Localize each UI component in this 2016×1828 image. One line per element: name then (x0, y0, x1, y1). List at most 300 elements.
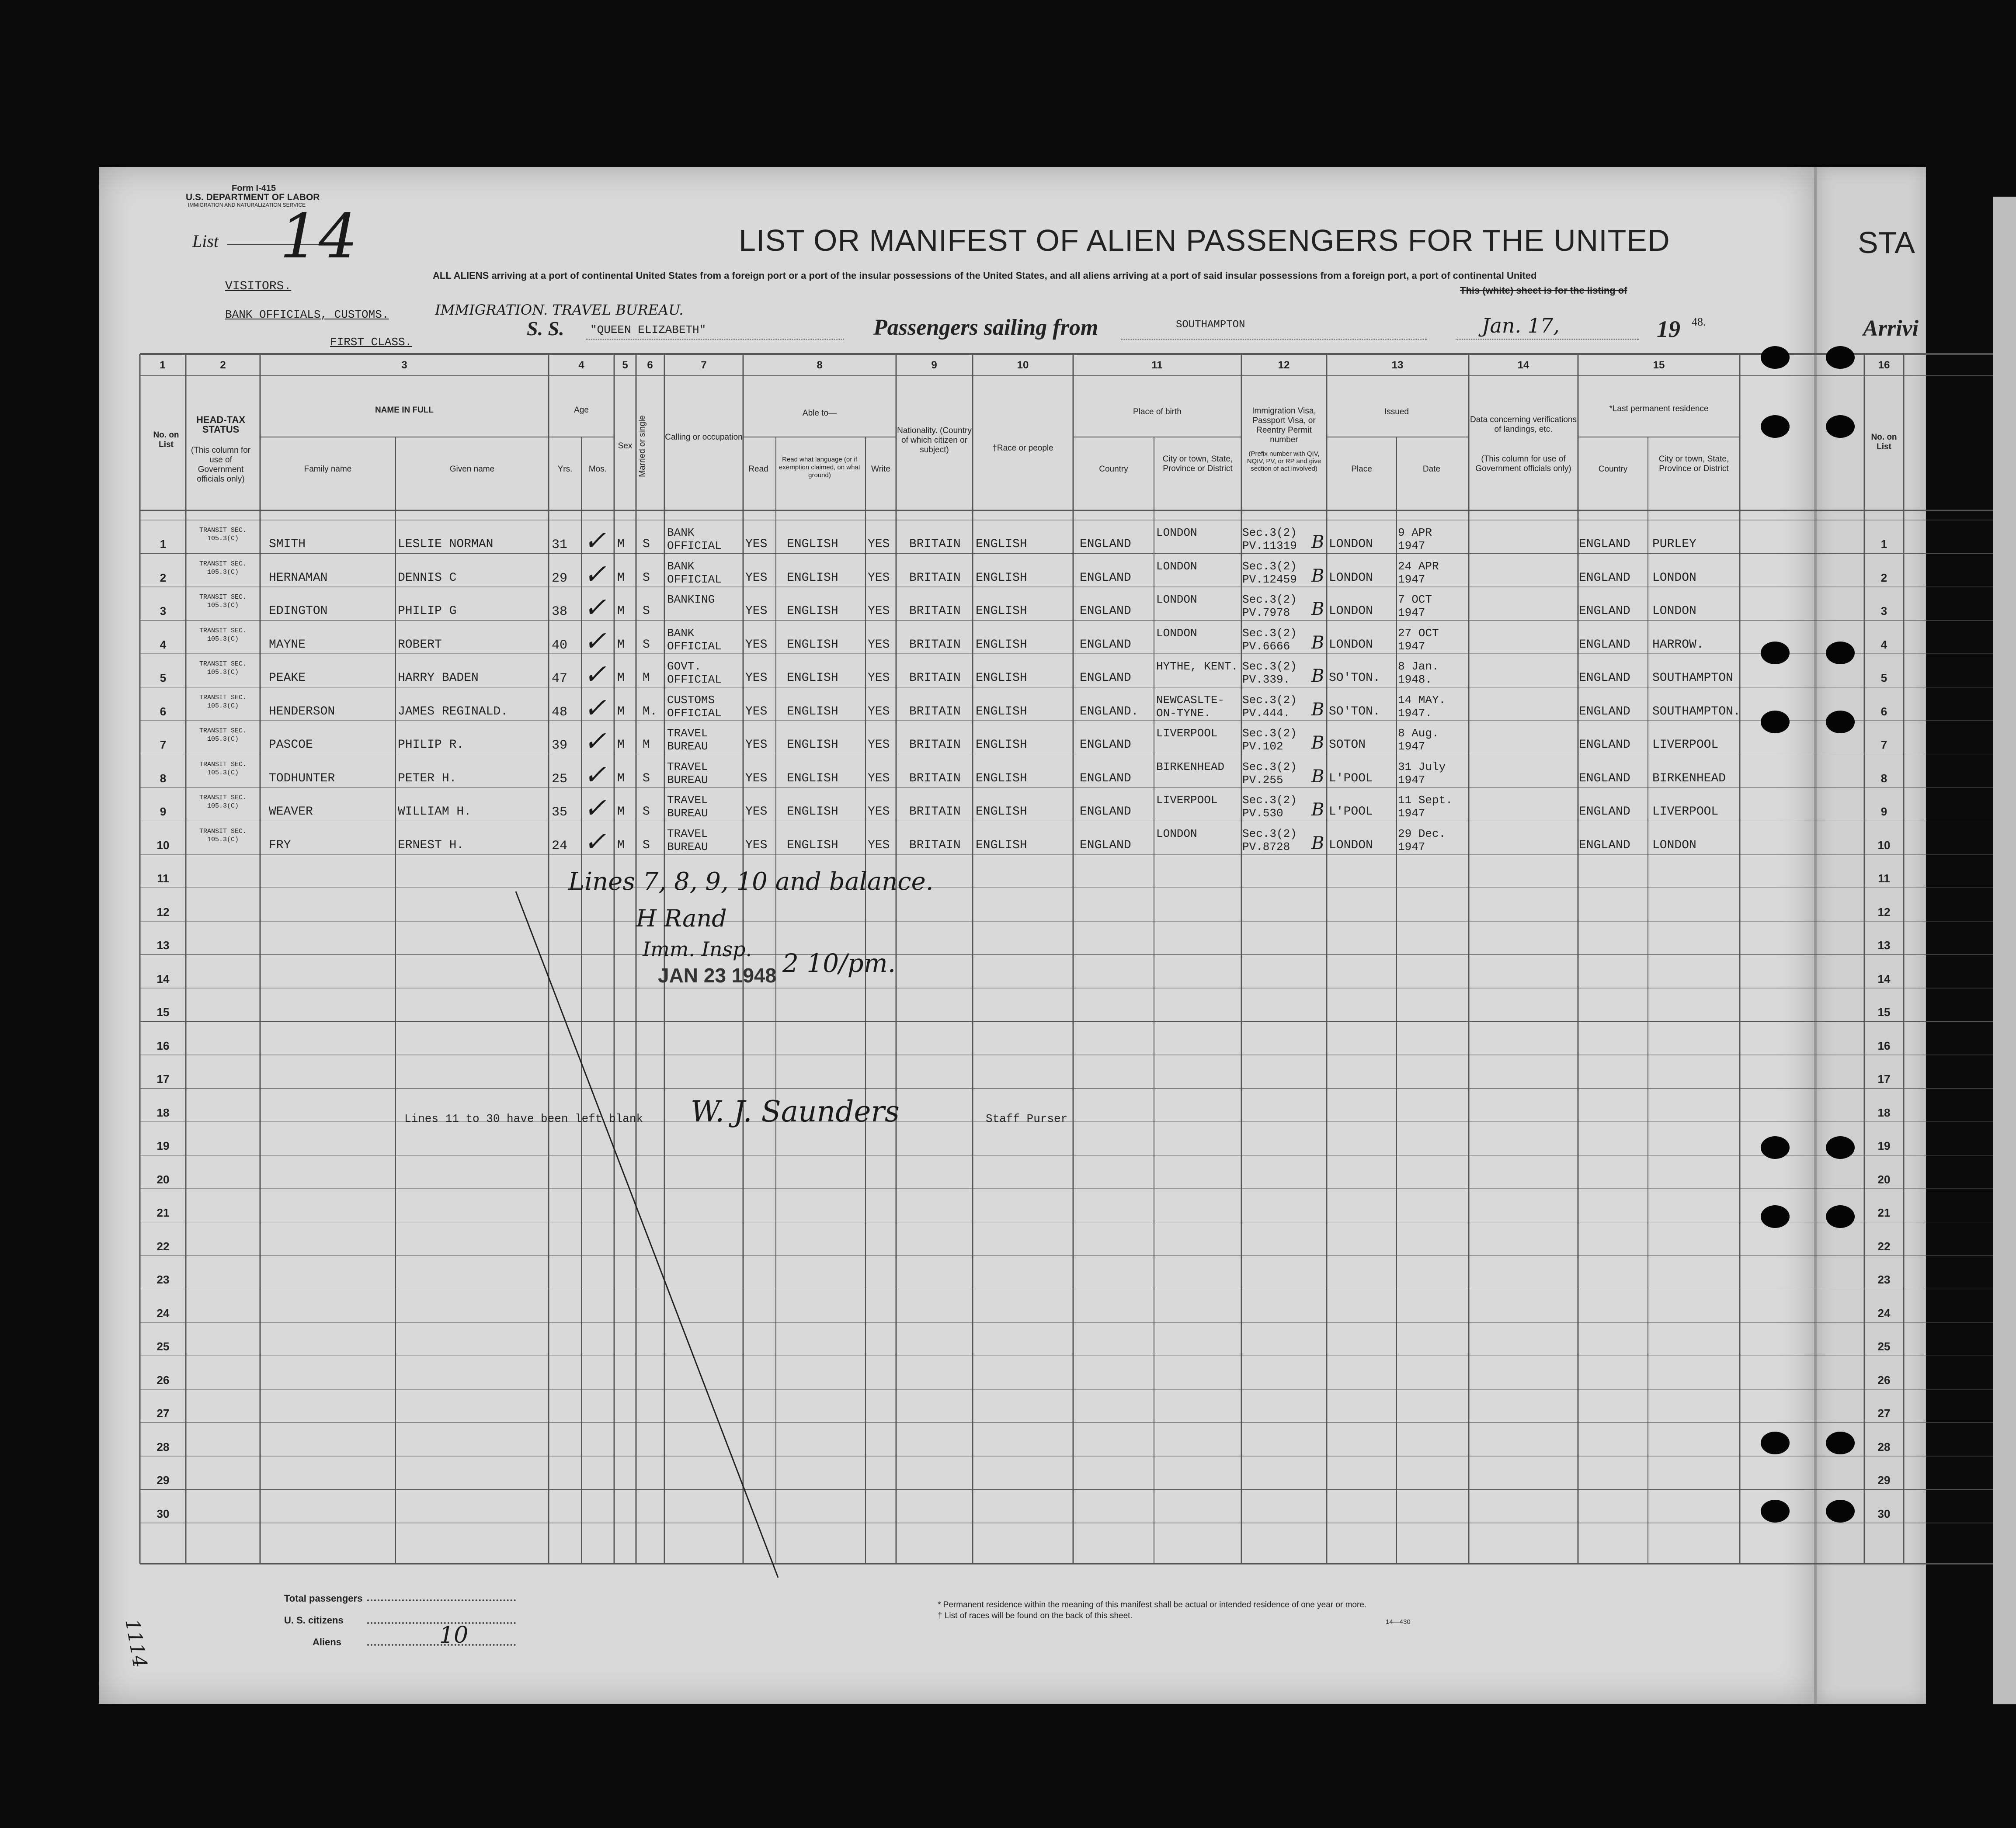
year-suffix: 48. (1692, 316, 1706, 328)
visa-number: Sec.3(2) PV.7978 (1242, 593, 1297, 619)
issued-place: LONDON (1329, 638, 1373, 652)
port-name: SOUTHAMPTON (1176, 319, 1245, 331)
row-number: 4 (1880, 638, 1887, 651)
column-number: 9 (931, 359, 937, 371)
header-sex: Sex (618, 441, 633, 451)
visa-mark: B (1311, 666, 1324, 686)
column-number: 15 (1653, 359, 1665, 371)
given-name: HARRY BADEN (398, 671, 479, 685)
sex: M (617, 671, 625, 685)
sex: M (617, 838, 625, 852)
occupation: BANK OFFICIAL (667, 559, 722, 586)
row-number: 9 (1880, 805, 1887, 818)
header-head-tax-note: (This column for use of Government officials only) (191, 446, 251, 484)
visa-mark: B (1311, 833, 1324, 853)
column-number: 6 (647, 359, 653, 371)
head-tax-status: TRANSIT SEC. 105.3(C) (199, 527, 247, 542)
column-number: 13 (1391, 359, 1404, 371)
row-number: 12 (1877, 905, 1891, 919)
visa-number: Sec.3(2) PV.11319 (1242, 526, 1297, 552)
age-years: 40 (552, 638, 568, 653)
can-write: YES (868, 671, 890, 685)
header-issued: Issued (1384, 407, 1409, 416)
header-last-residence: *Last permanent residence (1609, 404, 1709, 413)
header-visa-note: (Prefix number with QIV, NQIV, PV, or RP and give section of act involved) (1247, 450, 1321, 472)
occupation: BANK OFFICIAL (667, 626, 722, 653)
visa-number: Sec.3(2) PV.6666 (1242, 626, 1297, 653)
department: U.S. DEPARTMENT OF LABOR (186, 192, 320, 202)
family-name: HERNAMAN (269, 571, 328, 585)
age-years: 25 (552, 771, 568, 787)
header-read-language: Read what language (or if exemption claimed, on what ground) (779, 456, 860, 479)
header-name-in-full: NAME IN FULL (375, 406, 434, 415)
row-number: 22 (156, 1239, 170, 1253)
year-prefix: 19 (1657, 316, 1680, 342)
row-number: 1 (1880, 538, 1887, 551)
visa-mark: B (1311, 565, 1324, 586)
issued-date: 24 APR 1947 (1398, 559, 1439, 586)
can-read: YES (745, 671, 768, 685)
row-number: 29 (1877, 1474, 1891, 1487)
can-write: YES (868, 571, 890, 585)
age-years: 35 (552, 805, 568, 820)
row-number: 19 (1877, 1139, 1891, 1152)
row-number: 2 (1880, 571, 1887, 584)
issued-place: LONDON (1329, 571, 1373, 585)
read-language: ENGLISH (787, 704, 838, 718)
residence-country: ENGLAND (1579, 738, 1630, 752)
birth-country: ENGLAND (1080, 538, 1131, 551)
race: ENGLISH (976, 538, 1027, 551)
row-number: 10 (1877, 838, 1891, 852)
can-write: YES (868, 738, 890, 752)
row-number: 22 (1877, 1239, 1891, 1253)
row-number: 24 (1877, 1306, 1891, 1320)
visa-number: Sec.3(2) PV.530 (1242, 794, 1297, 820)
row-number: 10 (156, 838, 170, 852)
row-number: 6 (1880, 704, 1887, 718)
column-number: 12 (1278, 359, 1290, 371)
row-number: 15 (1877, 1006, 1891, 1019)
sex: M (617, 538, 625, 551)
punch-hole (1761, 346, 1790, 369)
form-number: Form I-415 (232, 184, 276, 193)
family-name: HENDERSON (269, 704, 335, 718)
check-mark-icon: ✓ (584, 792, 606, 824)
punch-hole (1826, 1500, 1855, 1523)
issued-date: 27 OCT 1947 (1398, 626, 1439, 653)
occupation: BANK OFFICIAL (667, 526, 722, 552)
header-issued-date: Date (1422, 465, 1441, 474)
nationality: BRITAIN (909, 704, 961, 718)
inspection-stamp-date: JAN 23 1948 (658, 964, 777, 987)
header-visa: Immigration Visa, Passport Visa, or Reentry Permit number (1252, 406, 1316, 444)
residence-city: LONDON (1652, 604, 1696, 618)
row-number: 25 (1877, 1340, 1891, 1353)
punch-hole (1826, 1136, 1855, 1159)
category-handwritten: IMMIGRATION. TRAVEL BUREAU. (435, 302, 684, 318)
row-number: 28 (156, 1440, 170, 1453)
header-verifications-note: (This column for use of Government officials only) (1475, 454, 1571, 473)
row-number: 30 (1877, 1507, 1891, 1520)
column-number: 5 (622, 359, 628, 371)
issued-date: 14 MAY. 1947. (1398, 693, 1446, 720)
residence-city: PURLEY (1652, 538, 1696, 551)
row-number: 14 (1877, 972, 1891, 985)
header-mos: Mos. (588, 465, 607, 474)
residence-city: SOUTHAMPTON (1652, 671, 1733, 685)
footer-note-races: † List of races will be found on the back of this sheet. (938, 1611, 1133, 1620)
given-name: PETER H. (398, 771, 457, 785)
age-years: 31 (552, 538, 568, 552)
footer-us-citizens: U. S. citizens (284, 1615, 344, 1626)
punch-hole (1761, 1432, 1790, 1454)
can-write: YES (868, 704, 890, 718)
punch-hole (1826, 1432, 1855, 1454)
footer-aliens-count: 10 (439, 1622, 469, 1648)
column-number: 3 (401, 359, 407, 371)
family-name: EDINGTON (269, 604, 328, 618)
marital-status: S (643, 838, 650, 852)
check-mark-icon: ✓ (584, 658, 606, 690)
punch-hole (1761, 711, 1790, 733)
marital-status: S (643, 638, 650, 652)
header-issued-place: Place (1351, 465, 1372, 474)
can-read: YES (745, 805, 768, 819)
race: ENGLISH (976, 671, 1027, 685)
birth-city: LONDON (1156, 593, 1197, 606)
punch-hole (1761, 1205, 1790, 1228)
header-place-of-birth: Place of birth (1133, 407, 1182, 416)
column-number: 1 (160, 359, 166, 371)
residence-country: ENGLAND (1579, 604, 1630, 618)
birth-city: LONDON (1156, 559, 1197, 573)
row-number: 26 (1877, 1373, 1891, 1387)
issued-date: 9 APR 1947 (1398, 526, 1432, 552)
residence-city: LONDON (1652, 838, 1696, 852)
can-read: YES (745, 771, 768, 785)
birth-city: HYTHE, KENT. (1156, 660, 1238, 673)
issued-date: 7 OCT 1947 (1398, 593, 1432, 619)
row-number: 12 (156, 905, 170, 919)
row-number: 27 (1877, 1407, 1891, 1420)
issued-place: SO'TON. (1329, 671, 1380, 685)
nationality: BRITAIN (909, 771, 961, 785)
family-name: PEAKE (269, 671, 306, 685)
visa-mark: B (1311, 699, 1324, 720)
marital-status: S (643, 604, 650, 618)
row-number: 1 (160, 538, 167, 551)
visa-mark: B (1311, 766, 1324, 787)
column-number: 4 (578, 359, 584, 371)
birth-city: NEWCASLTE-ON-TYNE. (1156, 693, 1225, 720)
inspection-time: 2 10/pm. (782, 948, 896, 978)
visa-number: Sec.3(2) PV.12459 (1242, 559, 1297, 586)
birth-country: ENGLAND (1080, 771, 1131, 785)
age-years: 47 (552, 671, 568, 686)
category-officials: BANK OFFICIALS, CUSTOMS. (225, 308, 389, 321)
category-visitors: VISITORS. (225, 280, 292, 293)
age-years: 39 (552, 738, 568, 753)
row-number: 25 (156, 1340, 170, 1353)
sex: M (617, 638, 625, 652)
header-residence-city: City or town, State, Province or District (1658, 454, 1729, 473)
issued-date: 8 Jan. 1948. (1398, 660, 1439, 686)
residence-city: LONDON (1652, 571, 1696, 585)
header-birth-city: City or town, State, Province or District (1162, 454, 1233, 473)
can-read: YES (745, 538, 768, 551)
row-number: 17 (156, 1072, 170, 1086)
given-name: LESLIE NORMAN (398, 538, 494, 551)
row-number: 18 (156, 1106, 170, 1119)
header-nationality: Nationality. (Country of which citizen or subject) (897, 426, 972, 454)
head-tax-status: TRANSIT SEC. 105.3(C) (199, 560, 247, 576)
marital-status: S (643, 805, 650, 819)
residence-country: ENGLAND (1579, 771, 1630, 785)
race: ENGLISH (976, 838, 1027, 852)
punch-hole (1826, 346, 1855, 369)
sex: M (617, 738, 625, 752)
visa-number: Sec.3(2) PV.339. (1242, 660, 1297, 686)
visa-mark: B (1311, 532, 1324, 552)
birth-country: ENGLAND. (1080, 704, 1139, 718)
column-number: 7 (701, 359, 707, 371)
head-tax-status: TRANSIT SEC. 105.3(C) (199, 627, 247, 643)
row-number: 23 (156, 1273, 170, 1286)
row-number: 14 (156, 972, 170, 985)
row-number: 3 (160, 604, 167, 617)
head-tax-status: TRANSIT SEC. 105.3(C) (199, 694, 247, 710)
header-read: Read (748, 465, 768, 474)
row-number: 7 (160, 738, 167, 751)
row-number: 6 (160, 704, 167, 718)
read-language: ENGLISH (787, 738, 838, 752)
column-number: 16 (1878, 359, 1890, 371)
row-number: 7 (1880, 738, 1887, 751)
sex: M (617, 805, 625, 819)
list-label: List (192, 231, 219, 251)
can-read: YES (745, 638, 768, 652)
issued-place: LONDON (1329, 538, 1373, 551)
head-tax-status: TRANSIT SEC. 105.3(C) (199, 727, 247, 743)
given-name: JAMES REGINALD. (398, 704, 508, 718)
can-read: YES (745, 838, 768, 852)
birth-country: ENGLAND (1080, 805, 1131, 819)
manifest-subtitle: ALL ALIENS arriving at a port of continental United States from a foreign port or a port of the insular possessions of the United States, and all aliens arriving at a port of said insular possessions from a foreign port, a port of continental United (433, 270, 1537, 281)
head-tax-status: TRANSIT SEC. 105.3(C) (199, 660, 247, 676)
sex: M (617, 571, 625, 585)
purser-signature: W. J. Saunders (691, 1095, 900, 1128)
given-name: PHILIP R. (398, 738, 464, 752)
family-name: WEAVER (269, 805, 313, 819)
margin-number: 1114 (121, 1617, 151, 1670)
passenger-class: FIRST CLASS. (330, 336, 412, 349)
nationality: BRITAIN (909, 738, 961, 752)
sex: M (617, 771, 625, 785)
marital-status: M (643, 671, 650, 685)
birth-country: ENGLAND (1080, 638, 1131, 652)
birth-country: ENGLAND (1080, 604, 1131, 618)
residence-city: SOUTHAMPTON. (1652, 704, 1741, 718)
check-mark-icon: ✓ (584, 691, 606, 724)
issued-date: 31 July 1947 (1398, 760, 1446, 787)
row-number: 8 (160, 771, 167, 785)
birth-country: ENGLAND (1080, 571, 1131, 585)
given-name: ERNEST H. (398, 838, 464, 852)
footer-total-passengers: Total passengers (284, 1593, 363, 1604)
issued-place: L'POOL (1329, 805, 1373, 819)
nationality: BRITAIN (909, 838, 961, 852)
header-able-to: Able to— (802, 409, 837, 418)
lines-note: Lines 7, 8, 9, 10 and balance. (568, 867, 934, 896)
row-number: 16 (156, 1039, 170, 1052)
list-number: 14 (280, 201, 358, 272)
issued-date: 8 Aug. 1947 (1398, 727, 1439, 753)
head-tax-status: TRANSIT SEC. 105.3(C) (199, 794, 247, 810)
race: ENGLISH (976, 805, 1027, 819)
birth-city: LONDON (1156, 827, 1197, 840)
row-number: 11 (1878, 872, 1890, 885)
ss-label: S. S. (527, 317, 564, 340)
row-number: 3 (1880, 604, 1887, 617)
birth-city: BIRKENHEAD (1156, 760, 1225, 774)
column-number: 8 (817, 359, 823, 371)
column-number: 14 (1517, 359, 1529, 371)
punch-hole (1761, 415, 1790, 438)
can-read: YES (745, 604, 768, 618)
header-family-name: Family name (304, 465, 352, 474)
header-married: Married or single (638, 415, 647, 477)
read-language: ENGLISH (787, 538, 838, 551)
header-age: Age (574, 406, 589, 415)
given-name: DENNIS C (398, 571, 457, 585)
header-write: Write (871, 465, 890, 474)
column-number: 11 (1151, 359, 1163, 371)
header-calling: Calling or occupation (665, 433, 743, 442)
read-language: ENGLISH (787, 771, 838, 785)
issued-place: L'POOL (1329, 771, 1373, 785)
residence-country: ENGLAND (1579, 638, 1630, 652)
occupation: TRAVEL BUREAU (667, 827, 708, 853)
birth-country: ENGLAND (1080, 838, 1131, 852)
row-number: 20 (1877, 1172, 1891, 1186)
footer-dots-1 (367, 1599, 516, 1601)
residence-country: ENGLAND (1579, 704, 1630, 718)
footer-print-code: 14—430 (1386, 1618, 1411, 1626)
check-mark-icon: ✓ (584, 524, 606, 556)
race: ENGLISH (976, 771, 1027, 785)
footer-aliens: Aliens (313, 1637, 342, 1648)
row-number: 13 (1877, 939, 1891, 952)
punch-hole (1826, 415, 1855, 438)
row-number: 26 (156, 1373, 170, 1387)
race: ENGLISH (976, 738, 1027, 752)
check-mark-icon: ✓ (584, 725, 606, 757)
family-name: TODHUNTER (269, 771, 335, 785)
row-number: 19 (156, 1139, 170, 1152)
residence-country: ENGLAND (1579, 671, 1630, 685)
row-number: 16 (1877, 1039, 1891, 1052)
footer-note-residence: * Permanent residence within the meaning of this manifest shall be actual or intended residence of one year or more. (938, 1600, 1367, 1609)
can-write: YES (868, 604, 890, 618)
white-sheet-note: This (white) sheet is for the listing of (1460, 285, 1627, 296)
purser-title: Staff Purser (986, 1112, 1068, 1125)
column-number: 10 (1017, 359, 1029, 371)
nationality: BRITAIN (909, 571, 961, 585)
birth-city: LIVERPOOL (1156, 794, 1218, 807)
nationality: BRITAIN (909, 638, 961, 652)
row-number: 17 (1877, 1072, 1891, 1086)
head-tax-status: TRANSIT SEC. 105.3(C) (199, 593, 247, 609)
given-name: PHILIP G (398, 604, 457, 618)
punch-hole (1826, 711, 1855, 733)
header-race: †Race or people (992, 444, 1053, 453)
row-number: 9 (160, 805, 167, 818)
check-mark-icon: ✓ (584, 825, 606, 857)
can-read: YES (745, 704, 768, 718)
issued-place: LONDON (1329, 838, 1373, 852)
residence-city: LIVERPOOL (1652, 805, 1719, 819)
sex: M (617, 704, 625, 718)
row-number: 20 (156, 1172, 170, 1186)
marital-status: M (643, 738, 650, 752)
residence-country: ENGLAND (1579, 571, 1630, 585)
family-name: FRY (269, 838, 291, 852)
row-number: 18 (1877, 1106, 1891, 1119)
check-mark-icon: ✓ (584, 558, 606, 590)
occupation: BANKING (667, 593, 715, 606)
birth-country: ENGLAND (1080, 671, 1131, 685)
birth-country: ENGLAND (1080, 738, 1131, 752)
nationality: BRITAIN (909, 671, 961, 685)
nationality: BRITAIN (909, 604, 961, 618)
inspector-title: Imm. Insp. (643, 937, 752, 961)
read-language: ENGLISH (787, 571, 838, 585)
check-mark-icon: ✓ (584, 624, 606, 657)
check-mark-icon: ✓ (584, 758, 606, 791)
arriving-label: Arrivi (1863, 316, 1919, 341)
race: ENGLISH (976, 638, 1027, 652)
family-name: SMITH (269, 538, 306, 551)
read-language: ENGLISH (787, 805, 838, 819)
can-read: YES (745, 738, 768, 752)
header-yrs: Yrs. (557, 465, 573, 474)
issued-place: LONDON (1329, 604, 1373, 618)
visa-mark: B (1311, 800, 1324, 820)
marital-status: M. (643, 704, 657, 718)
marital-status: S (643, 771, 650, 785)
race: ENGLISH (976, 604, 1027, 618)
visa-mark: B (1311, 733, 1324, 753)
punch-hole (1826, 1205, 1855, 1228)
blank-lines-note: Lines 11 to 30 have been left blank (404, 1112, 643, 1125)
race: ENGLISH (976, 571, 1027, 585)
race: ENGLISH (976, 704, 1027, 718)
row-number: 4 (160, 638, 167, 651)
sailing-date: Jan. 17, (1482, 314, 1560, 337)
visa-number: Sec.3(2) PV.255 (1242, 760, 1297, 787)
check-mark-icon: ✓ (584, 591, 606, 623)
visa-mark: B (1311, 632, 1324, 653)
punch-hole (1761, 1136, 1790, 1159)
header-birth-country: Country (1099, 465, 1128, 474)
can-read: YES (745, 571, 768, 585)
can-write: YES (868, 805, 890, 819)
sex: M (617, 604, 625, 618)
marital-status: S (643, 538, 650, 551)
age-years: 24 (552, 838, 568, 853)
sailing-label: Passengers sailing from (873, 315, 1098, 340)
